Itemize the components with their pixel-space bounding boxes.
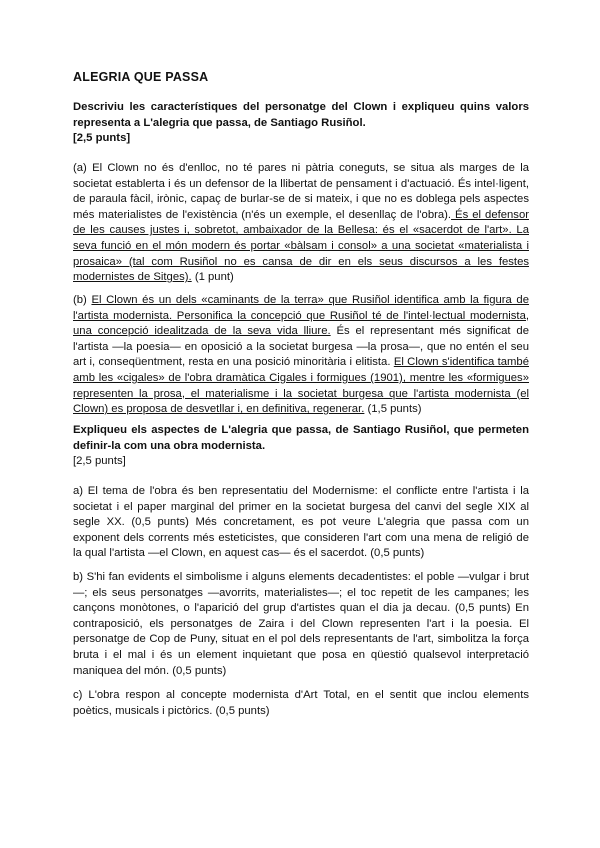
answer-1b-underlined-2: El Clown s'identifica també amb les «cigales» de l'obra dramàtica Cigales i formigues (1901), mentre les «formigues» representen la prosa, el materialisme i la societat burgesa que l'artista modernista (el Clown) es proposa de desvetllar i, en definitiva, regenerar. [73, 356, 529, 416]
answer-1a-underlined: És el defensor de les causes justes i, sobretot, ambaixador de la Bellesa: és el «sacerdot de l'art». La seva funció en el món modern és portar «bàlsam i consol» a una societat «materialista i prosaica» (tal com Rusiñol no es cansa de dir en els seus discursos a les festes modernistes de Sitges). [73, 208, 529, 284]
answer-1a-paragraph [73, 161, 529, 286]
answer-1b-points: (1,5 punts) [364, 403, 422, 416]
question-2-text: Expliqueu els aspectes de L'alegria que passa, de Santiago Rusiñol, que permeten definir-la com una obra modernista. [73, 424, 529, 452]
document-title: ALEGRIA QUE PASSA [73, 70, 209, 84]
question-1-text: Descriviu les característiques del personatge del Clown i expliqueu quins valors representa a L'alegria que passa, de Santiago Rusiñol. [73, 101, 529, 129]
answer-1a-text: (a) El Clown no és d'enlloc, no té pares ni pàtria coneguts, se situa als marges de la societat establerta i és un defensor de la llibertat de pensament i d'actuació. És intel·ligent, de paraula fàcil, irònic, capaç de burlar-se de si mateix, i que no es doblega pels aspectes més materialistes de l'existència (n'és un exemple, el desenllaç de l'obra). [73, 162, 529, 221]
question-2 [73, 423, 529, 470]
answer-1b-text-2: És el representant més significat de l'artista —la poesia— en oposició a la societat burgesa —la prosa—, que no entén el seu art i, conseqüentment, resta en una posició minoritària i elitista. [73, 325, 529, 369]
answer-1b-paragraph [73, 293, 529, 418]
question-1 [73, 100, 529, 147]
answer-2a [73, 484, 529, 562]
answer-1a-points: (1 punt) [191, 271, 234, 284]
answer-1b [73, 293, 529, 418]
answer-1a [73, 161, 529, 286]
answer-2c-text: c) L'obra respon al concepte modernista d'Art Total, en el sentit que inclou elements poètics, musicals i pictòrics. (0,5 punts) [73, 689, 529, 717]
answer-2a-text: a) El tema de l'obra és ben representatiu del Modernisme: el conflicte entre l'artista i la societat i el paper marginal del primer en la societat burgesa del canvi del segle XIX al segle XX. (0,5 punts) Més concretament, es pot veure L'alegria que passa com un exponent dels corrents més esteticistes, que consideren l'art com una mena de religió de la qual l'artista —el Clown, en aquest cas— és el sacerdot. (0,5 punts) [73, 485, 529, 560]
answer-1b-text-1: (b) [73, 294, 92, 306]
answer-2c [73, 688, 529, 719]
answer-1b-underlined-1: El Clown és un dels «caminants de la terra» que Rusiñol identifica amb la figura de l'artista modernista. Personifica la concepció que Rusiñol té de l'intel·lectual modernista, una concepció idealitzada de la seva vida lliure. [73, 294, 530, 338]
answer-2b [73, 570, 529, 679]
question-1-points: [2,5 punts] [73, 132, 131, 145]
answer-2b-text: b) S'hi fan evidents el simbolisme i alguns elements decadentistes: el poble —vulgar i brut—; els seus personatges —avorrits, materialistes—; el toc repetit de les campanes; les cançons monòtones, o l'aparició del grup d'artistes quan el dia ja decau. (0,5 punts) En contraposició, els personatges de Zaira i del Clown representen l'art i la poesia. El personatge de Cop de Puny, situat en el pol dels representants de l'art, simbolitza la força bruta i el mal i és un element inquietant que posa en qüestió qualsevol interpretació maniquea del món. (0,5 punts) [73, 571, 529, 677]
question-2-points: [2,5 punts] [73, 455, 126, 468]
